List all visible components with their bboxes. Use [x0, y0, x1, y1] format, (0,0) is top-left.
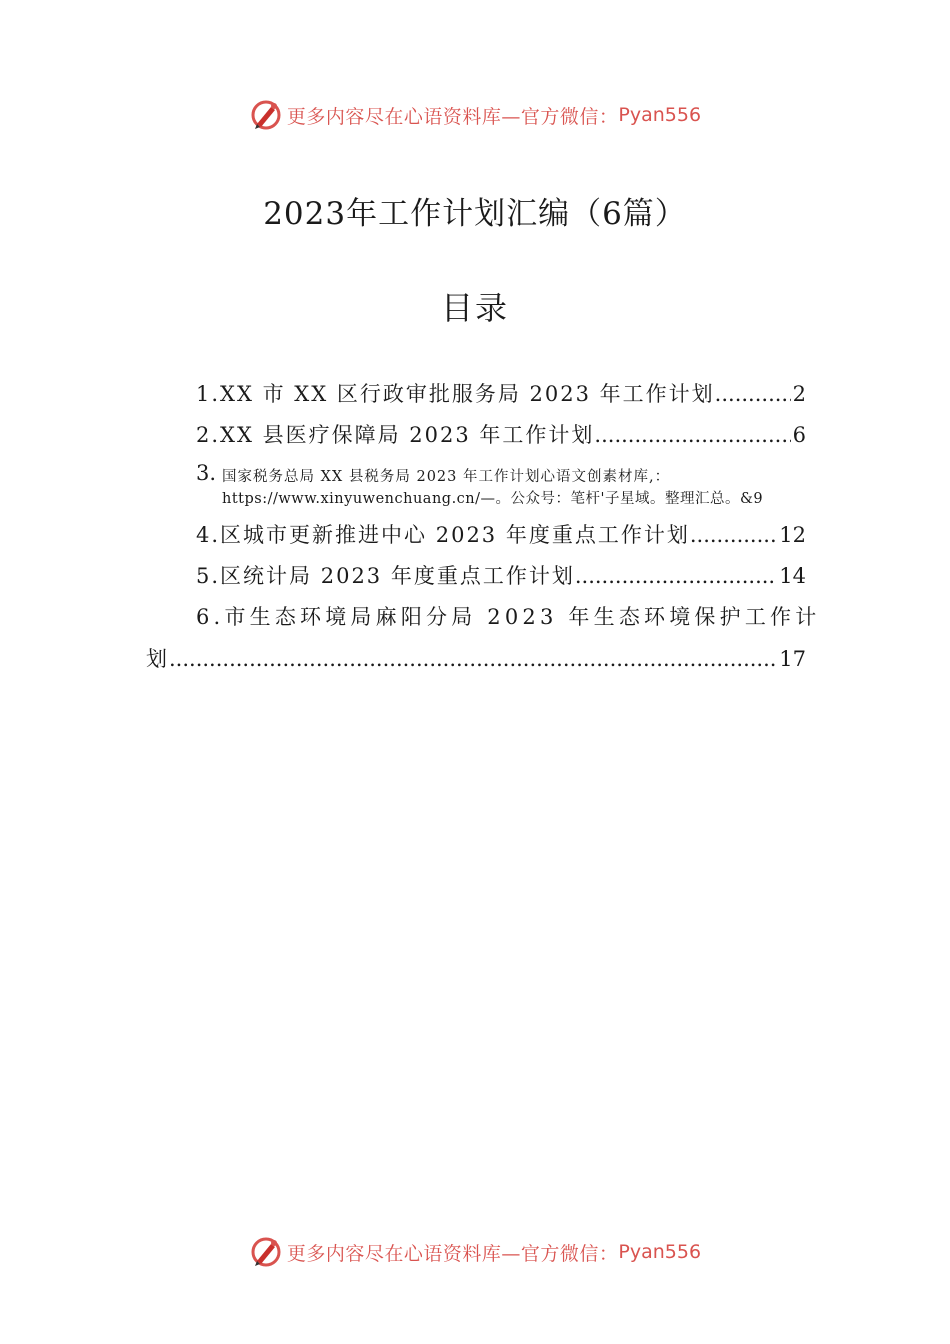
- toc-entry-page: 12: [779, 523, 806, 547]
- toc-entry-4[interactable]: [196, 519, 806, 549]
- toc-leader-dots: [690, 523, 777, 547]
- toc-entry-number: 1.: [196, 382, 221, 406]
- toc-heading: 目录: [440, 289, 509, 327]
- pen-logo-icon: [249, 98, 283, 132]
- toc-leader-dots: [715, 382, 791, 406]
- document-title: 2023年工作计划汇编（6篇）: [263, 196, 687, 232]
- toc-entry-label: 区城市更新推进中心 2023 年度重点工作计划: [220, 523, 690, 547]
- header-banner: [0, 95, 950, 135]
- toc-entry-label-line2: https://www.xinyuwenchuang.cn/—。公众号：笔杆'子星域。整理汇总。&9: [222, 491, 764, 507]
- toc-entry-number: 3.: [196, 461, 217, 485]
- banner-wechat-id: Pyan556: [618, 1241, 702, 1263]
- toc-entry-label-line2: [146, 643, 806, 673]
- banner-wechat-id: Pyan556: [618, 104, 702, 126]
- toc-entry-label-line1: 国家税务总局 XX 县税务局 2023 年工作计划心语文创素材库,：: [222, 469, 671, 485]
- toc-entry-number: 6.: [196, 605, 225, 629]
- toc-entry-label: 市生态环境局麻阳分局 2023 年生态环境保护工作计: [224, 605, 821, 629]
- pen-logo-icon: [249, 1235, 283, 1269]
- toc-entry-number: 4.: [196, 523, 221, 547]
- footer-banner: [0, 1232, 950, 1272]
- toc-entry-5[interactable]: [196, 560, 806, 590]
- toc-entry-page: 14: [779, 564, 806, 588]
- toc-entry-page: 2: [792, 382, 806, 406]
- toc-entry-label-line1: [196, 601, 821, 631]
- toc-entry-label: XX 县医疗保障局 2023 年工作计划: [220, 423, 595, 447]
- toc-entry-label: XX 市 XX 区行政审批服务局 2023 年工作计划: [220, 382, 715, 406]
- toc-entry-page: 17: [779, 647, 806, 671]
- toc-entry-number: 2.: [196, 423, 221, 447]
- toc-leader-dots: [594, 423, 790, 447]
- toc-entry-page: 6: [792, 423, 806, 447]
- toc-entry-label: 区统计局 2023 年度重点工作计划: [220, 564, 575, 588]
- toc-entry-1[interactable]: [196, 378, 806, 408]
- toc-entry-2[interactable]: [196, 419, 806, 449]
- toc-leader-dots: [169, 647, 777, 671]
- toc-entry-label: 划: [146, 647, 169, 671]
- toc-entry-number: 5.: [196, 564, 221, 588]
- toc-leader-dots: [575, 564, 777, 588]
- banner-text: 更多内容尽在心语资料库—官方微信：: [286, 1242, 619, 1265]
- banner-text: 更多内容尽在心语资料库—官方微信：: [286, 105, 619, 128]
